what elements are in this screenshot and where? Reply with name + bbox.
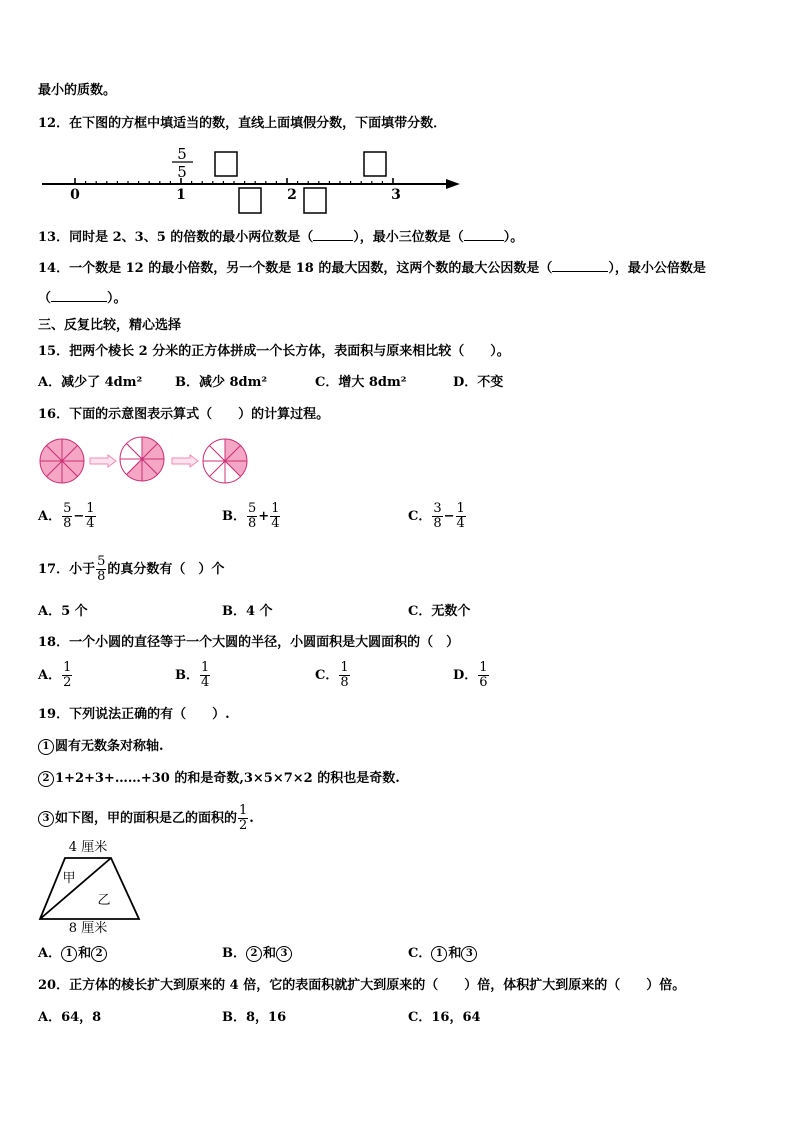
fraction-numerator: 5 <box>177 145 187 163</box>
q16-c-frac-2: $\frac{1}{4}$ <box>456 501 465 531</box>
question-18: 18．一个小圆的直径等于一个大圆的半径，小圆面积是大圆面积的（ ） <box>38 635 460 650</box>
section-3-title: 三、反复比较，精心选择 <box>38 318 182 333</box>
circled-number-1: 1 <box>431 946 447 962</box>
circled-number-3: 3 <box>276 946 292 962</box>
q17-option-a[interactable]: A．5 个 <box>38 604 88 619</box>
q13-part-a: 13．同时是 2、3、5 的倍数的最小两位数是（ <box>38 230 314 245</box>
q17-option-c[interactable]: C．无数个 <box>408 604 471 619</box>
q16-c-op: − <box>443 509 455 524</box>
q19-option-a[interactable] <box>38 945 108 963</box>
q18-b-label: B． <box>175 668 199 683</box>
trapezoid <box>40 858 139 919</box>
q16-a-label: A． <box>38 509 62 524</box>
q19-a-and: 和 <box>78 946 92 961</box>
q19-s3-end: . <box>249 811 254 826</box>
q20-option-c[interactable]: C．16，64 <box>408 1010 481 1025</box>
q16-b-label: B． <box>222 509 246 524</box>
q19-s3-text: 如下图，甲的面积是乙的面积的 <box>55 811 238 826</box>
q16-a-op: − <box>73 509 85 524</box>
question-16: 16．下面的示意图表示算式（ ）的计算过程。 <box>38 407 330 422</box>
circled-number-2: 2 <box>38 771 54 787</box>
q16-a-frac-2: $\frac{1}{4}$ <box>86 501 95 531</box>
circled-number-1: 1 <box>38 739 54 755</box>
q16-c-frac-1: $\frac{3}{8}$ <box>433 501 442 531</box>
q17-option-b[interactable]: B．4 个 <box>222 604 273 619</box>
fraction-denominator: 5 <box>177 163 187 181</box>
q17-pre: 17．小于 <box>38 562 96 577</box>
q13-part-b: ），最小三位数是（ <box>353 230 464 245</box>
q16-c-label: C． <box>408 509 432 524</box>
question-15: 15．把两个棱长 2 分米的正方体拼成一个长方体，表面积与原来相比较（ ）。 <box>38 344 510 359</box>
q19-c-label: C． <box>408 946 432 961</box>
trapezoid-bottom-label: 8 厘米 <box>68 921 108 936</box>
q18-a-frac: $\frac{1}{2}$ <box>63 660 72 690</box>
q18-d-label: D． <box>453 668 478 683</box>
tick-label-3: 3 <box>391 187 401 203</box>
q18-d-frac: $\frac{1}{6}$ <box>479 660 488 690</box>
q15-option-d[interactable]: D．不变 <box>453 375 504 390</box>
q14-part-a: 14．一个数是 12 的最小倍数，另一个数是 18 的最大因数，这两个数的最大公因数是（ <box>38 261 553 276</box>
circled-number-3: 3 <box>461 946 477 962</box>
q16-b-frac-1: $\frac{5}{8}$ <box>248 501 257 531</box>
label-yi: 乙 <box>97 893 111 908</box>
q14-close: ）。 <box>107 291 127 306</box>
circled-number-1: 1 <box>61 946 77 962</box>
q15-option-c[interactable]: C．增大 8dm² <box>315 375 407 390</box>
q19-option-c[interactable] <box>408 945 478 963</box>
circled-number-2: 2 <box>91 946 107 962</box>
circled-number-3: 3 <box>38 811 54 827</box>
q17-fraction: $\frac{5}{8}$ <box>97 554 106 584</box>
q20-option-a[interactable]: A．64，8 <box>38 1010 102 1025</box>
q13-part-c: ）。 <box>503 230 524 245</box>
q14-open: （ <box>38 291 52 306</box>
q18-b-frac: $\frac{1}{4}$ <box>201 660 210 690</box>
q17-post: 的真分数有（ ）个 <box>107 562 225 577</box>
q19-s3-fraction: $\frac{1}{2}$ <box>239 803 248 833</box>
q19-c-and: 和 <box>448 946 462 961</box>
tick-label-2: 2 <box>287 187 297 203</box>
tick-label-0: 0 <box>70 187 80 203</box>
intro-text: 最小的质数。 <box>38 83 117 98</box>
q19-a-label: A． <box>38 946 62 961</box>
q20-option-b[interactable]: B．8，16 <box>222 1010 287 1025</box>
label-jia: 甲 <box>62 871 76 886</box>
q19-s1-text: 圆有无数条对称轴. <box>55 739 164 754</box>
question-19: 19．下列说法正确的有（ ）. <box>38 707 230 722</box>
trapezoid-top-label: 4 厘米 <box>68 840 108 855</box>
q15-option-a[interactable]: A．减少了 4dm² <box>38 375 143 390</box>
tick-label-1: 1 <box>176 187 186 203</box>
q19-s2-text: 1+2+3+……+30 的和是奇数,3×5×7×2 的积也是奇数. <box>55 771 400 786</box>
q19-b-label: B． <box>222 946 246 961</box>
q15-option-b[interactable]: B．减少 8dm² <box>175 375 268 390</box>
q18-c-frac: $\frac{1}{8}$ <box>340 660 349 690</box>
q19-option-b[interactable] <box>222 945 293 963</box>
question-20: 20．正方体的棱长扩大到原来的 4 倍，它的表面积就扩大到原来的（ ）倍，体积扩大到原来的（ ）倍。 <box>38 978 686 993</box>
q16-a-frac-1: $\frac{5}{8}$ <box>63 501 72 531</box>
q18-a-label: A． <box>38 668 62 683</box>
q19-b-and: 和 <box>263 946 277 961</box>
q16-b-frac-2: $\frac{1}{4}$ <box>271 501 280 531</box>
q14-part-b: ），最小公倍数是 <box>608 261 706 276</box>
question-12: 12．在下图的方框中填适当的数，直线上面填假分数，下面填带分数． <box>38 116 447 131</box>
q16-b-op: + <box>258 509 270 524</box>
trapezoid-diagonal <box>40 858 111 919</box>
q18-c-label: C． <box>315 668 339 683</box>
circled-number-2: 2 <box>246 946 262 962</box>
